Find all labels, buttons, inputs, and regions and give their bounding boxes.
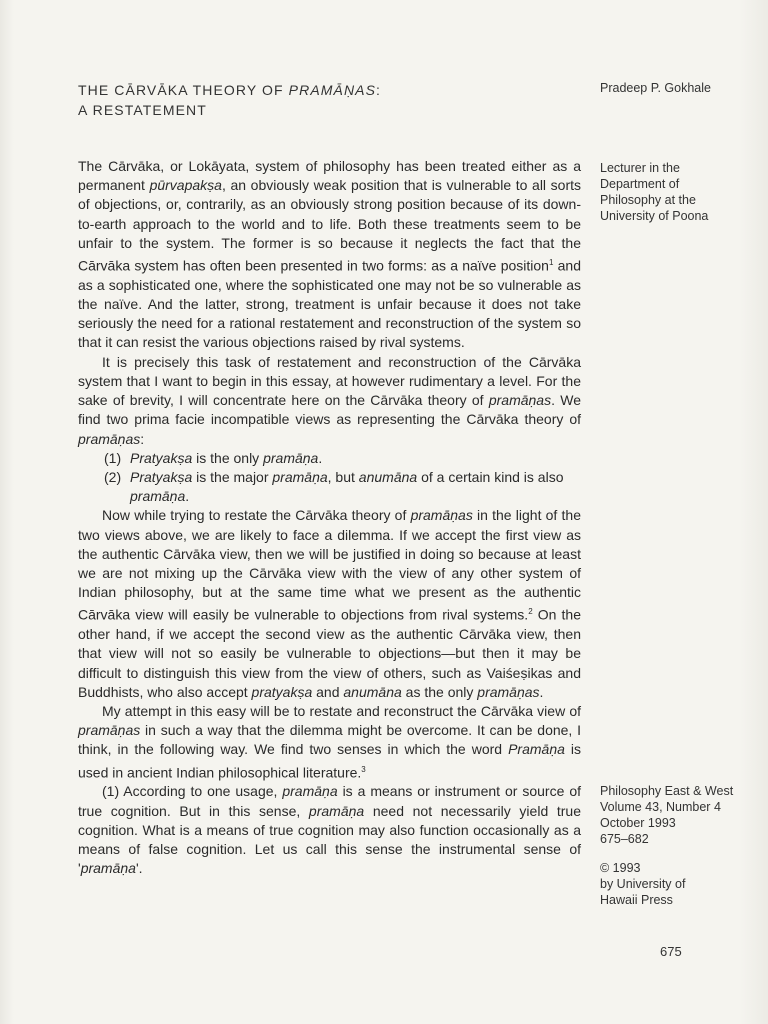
text-run: , an obviously weak position that is vulnerable to all sorts of objections, or, contrarily, as an obviously strong position because of its down-to-earth approach to the world and to life. Both these treatments seem to be unfair to the system. The former is so because it neglects the fact that the Cārvāka system has often been presented in two forms: as a naïve position bbox=[78, 177, 581, 274]
citation-line: 675–682 bbox=[600, 832, 649, 846]
text-run: as the only bbox=[401, 683, 478, 700]
text-run: . bbox=[185, 488, 190, 505]
text-run: of a certain kind is also bbox=[417, 468, 564, 485]
copyright-line: by University of bbox=[600, 877, 686, 891]
article-title bbox=[78, 80, 558, 120]
italic-term: anumāna bbox=[343, 683, 402, 700]
affiliation-line: University of Poona bbox=[600, 209, 709, 223]
list-number: (2) bbox=[104, 468, 122, 485]
paragraph-3 bbox=[78, 506, 581, 702]
text-run: (1) According to one usage, bbox=[102, 783, 283, 800]
italic-term: pramāṇa bbox=[263, 449, 319, 466]
paragraph-1 bbox=[78, 157, 581, 353]
italic-term: pramāṇas bbox=[410, 507, 473, 524]
list-item-2 bbox=[104, 468, 581, 506]
citation-line: October 1993 bbox=[600, 816, 676, 830]
italic-term: pramāṇas bbox=[477, 683, 540, 700]
title-line-2: A RESTATEMENT bbox=[78, 102, 207, 118]
title-pramanas: PRAMĀṆAS bbox=[288, 82, 377, 98]
list-number: (1) bbox=[104, 449, 122, 466]
italic-term: pūrvapakṣa bbox=[149, 177, 222, 194]
italic-term: pramāṇa bbox=[130, 488, 186, 505]
italic-term: Pramāṇa bbox=[508, 741, 565, 758]
copyright-line: © 1993 bbox=[600, 861, 641, 875]
author-affiliation bbox=[600, 160, 740, 224]
text-run: and bbox=[312, 683, 344, 700]
italic-term: pramāṇa bbox=[272, 468, 328, 485]
italic-term: Pratyakṣa bbox=[130, 449, 193, 466]
author-name: Pradeep P. Gokhale bbox=[600, 81, 711, 95]
italic-term: pratyakṣa bbox=[251, 683, 313, 700]
affiliation-line: Department of bbox=[600, 177, 680, 191]
footnote-marker: 2 bbox=[528, 607, 533, 617]
journal-citation bbox=[600, 783, 760, 847]
list-text bbox=[130, 450, 322, 466]
text-run: It is precisely this task of restatement and reconstruction of the Cārvāka system that I want to begin in this essay, at however rudimentary a level. For the sake of brevity, I will concentrate here on the Cārvāka theory of bbox=[78, 353, 581, 409]
article-body bbox=[78, 157, 581, 878]
text-run: in such a way that the dilemma might be overcome. It can be done, I think, in the following way. We find two senses in which the word bbox=[78, 722, 581, 758]
text-run: . bbox=[318, 449, 323, 466]
text-run: , but bbox=[327, 468, 359, 485]
italic-term: Pratyakṣa bbox=[130, 468, 193, 485]
italic-term: pramāṇa bbox=[80, 860, 136, 877]
text-run: need not necessarily yield true cognition. What is a means of true cognition may also function occasionally as a means of false cognition. Let us call this sense the instrumental sense of ' bbox=[78, 802, 582, 877]
italic-term: pramāṇas bbox=[488, 392, 552, 409]
text-run: is a means or instrument or source of true cognition. But in this sense, bbox=[78, 783, 581, 819]
text-run: My attempt in this easy will be to restate and reconstruct the Cārvāka view of bbox=[102, 703, 581, 719]
footnote-marker: 1 bbox=[548, 258, 554, 268]
text-run: : bbox=[140, 430, 145, 447]
text-run: The Cārvāka, or Lokāyata, system of philosophy has been treated either as a permanent bbox=[78, 158, 581, 194]
paragraph-2 bbox=[78, 353, 581, 449]
citation-line: Volume 43, Number 4 bbox=[600, 800, 721, 814]
text-run: . bbox=[539, 683, 544, 700]
italic-term: pramāṇa bbox=[282, 783, 338, 800]
citation-line: Philosophy East & West bbox=[600, 784, 734, 798]
italic-term: anumāna bbox=[358, 468, 418, 485]
page-number: 675 bbox=[660, 944, 682, 959]
text-run: is the major bbox=[192, 468, 273, 485]
italic-term: pramāṇas bbox=[78, 430, 141, 447]
footnote-marker: 3 bbox=[361, 764, 366, 774]
list-item-1 bbox=[104, 449, 581, 468]
copyright-line: Hawaii Press bbox=[600, 893, 673, 907]
text-run: is used in ancient Indian philosophical literature. bbox=[78, 741, 582, 781]
paragraph-4 bbox=[78, 702, 581, 782]
paragraph-5 bbox=[78, 782, 581, 878]
text-run: is the only bbox=[192, 449, 264, 466]
title-line-1: THE CĀRVĀKA THEORY OF PRAMĀṆAS: bbox=[78, 82, 382, 98]
text-run: . We find two prima facie incompatible views as representing the Cārvāka theory of bbox=[78, 392, 581, 428]
text-run: '. bbox=[135, 860, 143, 877]
list-text bbox=[130, 469, 563, 504]
text-run: On the other hand, if we accept the second view as the authentic Cārvāka view, then that view will not so easily be vulnerable to objections—but then it may be difficult to distinguish this view from the view of others, such as Vaiśeṣikas and Buddhists, who also accept bbox=[78, 606, 582, 700]
text-run: and as a sophisticated one, where the sophisticated one may not be so vulnerable as the naïve. And the latter, strong, treatment is unfair because it does not take seriously the need for a rational restatement and reconstruction of the system so that it can resist the various objections raised by rival systems. bbox=[78, 257, 582, 351]
affiliation-line: Lecturer in the bbox=[600, 161, 680, 175]
copyright-notice bbox=[600, 860, 750, 908]
affiliation-line: Philosophy at the bbox=[600, 193, 696, 207]
italic-term: pramāṇas bbox=[78, 722, 141, 739]
italic-term: pramāṇa bbox=[308, 802, 365, 819]
text-run: in the light of the two views above, we are likely to face a dilemma. If we accept the first view as the authentic Cārvāka view, then we will be justified in doing so because at least we are not mixing up the Cārvāka view with the view of any other system of Indian philosophy, but at the same time what we present as the authentic Cārvāka view will easily be vulnerable to objections from rival systems. bbox=[78, 507, 581, 623]
text-run: Now while trying to restate the Cārvāka theory of bbox=[102, 507, 411, 524]
